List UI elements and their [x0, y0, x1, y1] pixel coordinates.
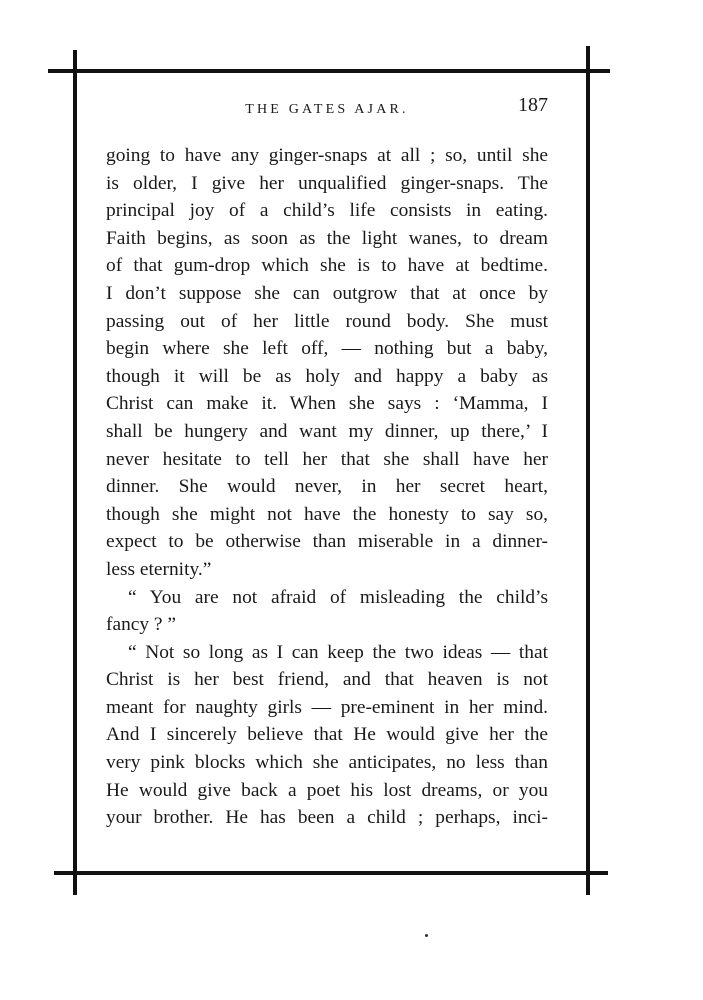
running-title: THE GATES AJAR. [245, 102, 409, 117]
text-line: principal joy of a child’s life consists in eating. [106, 200, 548, 222]
text-line: less eternity.” [106, 558, 212, 580]
frame-rule-bottom [54, 871, 608, 875]
text-line: never hesitate to tell her that she shall have her [106, 448, 548, 470]
text-line: And I sincerely believe that He would give her the [106, 724, 548, 746]
text-line: begin where she left off, — nothing but a baby, [106, 338, 548, 360]
text-line: passing out of her little round body. She must [106, 310, 548, 332]
frame-rule-right [586, 46, 590, 895]
text-line: is older, I give her unqualified ginger-snaps. The [106, 172, 548, 194]
text-line: though it will be as holy and happy a baby as [106, 365, 548, 387]
body-text [106, 142, 548, 832]
running-head [106, 94, 548, 124]
text-line: your brother. He has been a child ; perhaps, inci- [106, 807, 548, 829]
text-line: “ Not so long as I can keep the two ideas — that [128, 641, 548, 663]
text-line: Christ is her best friend, and that heaven is not [106, 669, 548, 691]
text-line: fancy ? ” [106, 614, 176, 636]
text-line: though she might not have the honesty to say so, [106, 503, 548, 525]
text-line: He would give back a poet his lost dreams, or you [106, 779, 548, 801]
text-line: shall be hungery and want my dinner, up there,’ I [106, 420, 548, 442]
frame-rule-top [48, 69, 610, 73]
text-line: very pink blocks which she anticipates, no less than [106, 752, 548, 774]
text-line: Faith begins, as soon as the light wanes, to dream [106, 227, 548, 249]
frame-rule-left [73, 50, 77, 895]
ink-speck [425, 934, 428, 937]
text-line: Christ can make it. When she says : ‘Mamma, I [106, 393, 548, 415]
text-line: of that gum-drop which she is to have at bedtime. [106, 255, 548, 277]
text-line: “ You are not afraid of misleading the child’s [128, 586, 548, 608]
page-number: 187 [518, 94, 548, 116]
text-line: meant for naughty girls — pre-eminent in her mind. [106, 696, 548, 718]
text-line: expect to be otherwise than miserable in a dinner- [106, 531, 548, 553]
text-line: going to have any ginger-snaps at all ; so, until she [106, 145, 548, 166]
text-line: I don’t suppose she can outgrow that at once by [106, 282, 548, 304]
text-line: dinner. She would never, in her secret heart, [106, 476, 548, 498]
